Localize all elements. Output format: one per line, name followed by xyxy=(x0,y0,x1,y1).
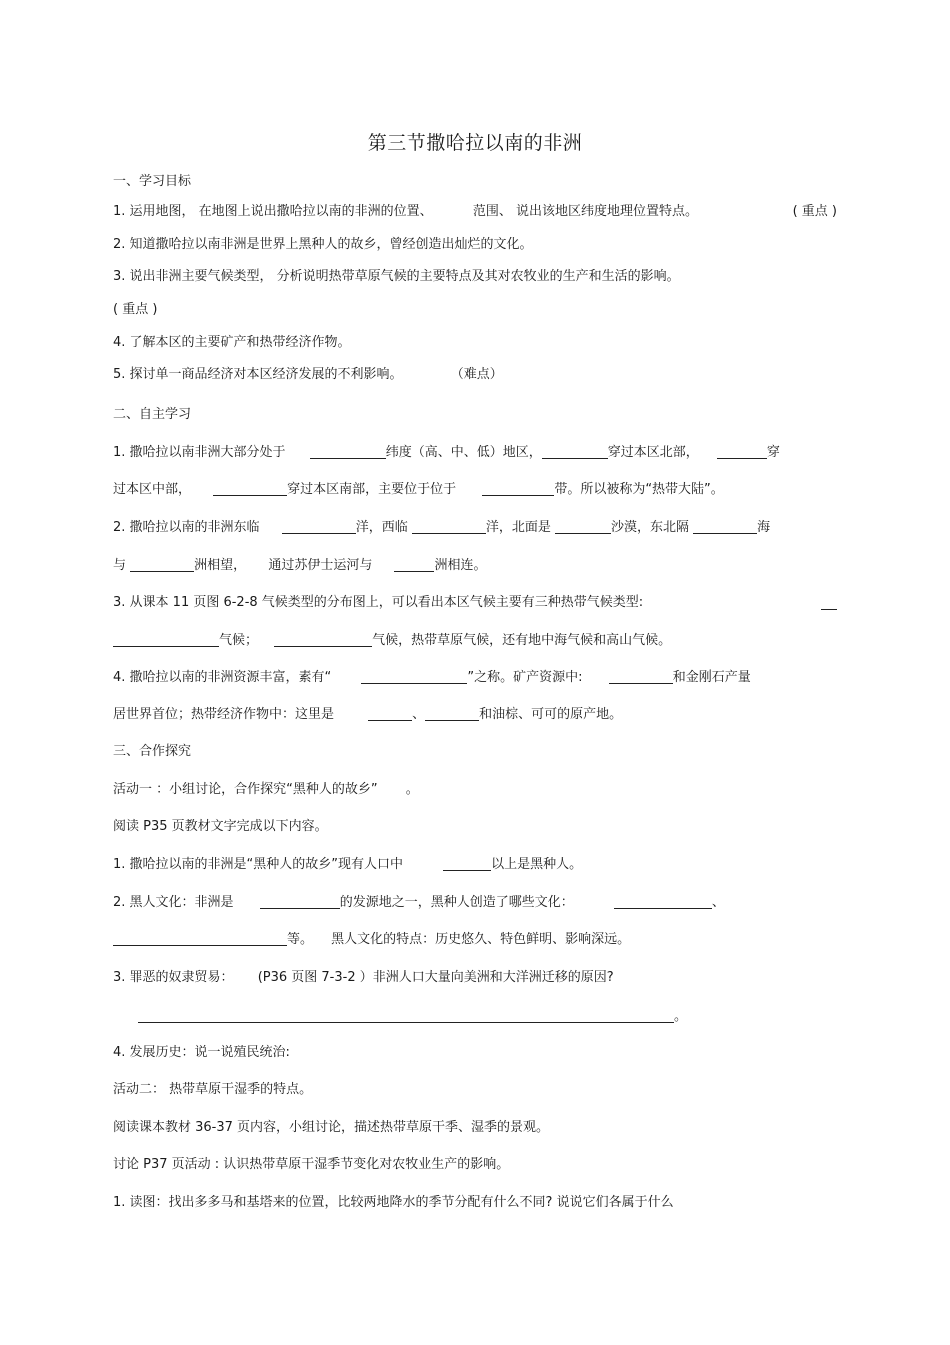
answer-blank[interactable] xyxy=(443,856,491,871)
answer-blank[interactable] xyxy=(310,444,386,459)
q2-text: 2. 撒哈拉以南的非洲东临 xyxy=(113,520,260,535)
q3-text: 气候； xyxy=(219,633,259,648)
objective-1-text: 1. 运用地图， 在地图上说出撒哈拉以南的非洲的位置、 xyxy=(113,204,433,219)
difficulty-tag: （难点） xyxy=(450,367,503,382)
activity-1-text: 。 xyxy=(405,782,419,797)
answer-blank[interactable] xyxy=(260,894,340,909)
q2-text: 洋，西临 xyxy=(355,520,408,535)
q4-text: 4. 撒哈拉以南的非洲资源丰富，素有“ xyxy=(113,670,332,685)
reading-instruction-2: 阅读课本教材 36-37 页内容，小组讨论，描述热带草原干季、湿季的景观。 xyxy=(113,1120,550,1135)
discussion-instruction: 讨论 P37 页活动 : 认识热带草原干湿季节变化对农牧业生产的影响。 xyxy=(113,1157,510,1172)
answer-blank[interactable] xyxy=(425,706,479,721)
question-1-cont xyxy=(113,481,724,499)
answer-blank[interactable] xyxy=(394,557,434,572)
q4-text: ”之称。矿产资源中: xyxy=(467,670,583,685)
question-2-cont xyxy=(113,557,486,575)
q1-text: 穿 xyxy=(766,445,780,460)
question-4-cont xyxy=(113,706,622,724)
coop-question-2 xyxy=(113,894,725,912)
c2-text: 2. 黑人文化：非洲是 xyxy=(113,895,234,910)
activity-1 xyxy=(113,781,419,799)
key-point-tag: ( 重点 ) xyxy=(113,302,158,317)
answer-blank[interactable] xyxy=(555,519,611,534)
question-4 xyxy=(113,669,837,687)
objective-4: 4. 了解本区的主要矿产和热带经济作物。 xyxy=(113,335,351,350)
q3-text: 气候，热带草原气候，还有地中海气候和高山气候。 xyxy=(372,633,672,648)
objective-5-text: 5. 探讨单一商品经济对本区经济发展的不利影响。 xyxy=(113,367,403,382)
answer-blank[interactable] xyxy=(482,481,554,496)
reading-instruction-1: 阅读 P35 页教材文字完成以下内容。 xyxy=(113,819,328,834)
answer-blank[interactable] xyxy=(614,894,712,909)
coop-question-3 xyxy=(113,969,614,987)
answer-blank[interactable] xyxy=(113,931,287,946)
q1-text: 带。所以被称为“热带大陆”。 xyxy=(554,482,724,497)
q1-text: 过本区中部， xyxy=(113,482,192,497)
q4-text: 和油棕、可可的原产地。 xyxy=(479,707,623,722)
section-heading-cooperation: 三、合作探究 xyxy=(113,744,192,759)
q2-text: 与 xyxy=(113,558,127,573)
question-3-cont xyxy=(113,632,671,650)
answer-blank[interactable] xyxy=(274,632,372,647)
q4-text: 、 xyxy=(412,707,426,722)
q2-text: 沙漠，东北隔 xyxy=(611,520,690,535)
coop-question-2-cont xyxy=(113,931,630,949)
coop-question-3-answer xyxy=(138,1008,687,1026)
c1-text: 以上是黑种人。 xyxy=(491,857,583,872)
answer-blank[interactable] xyxy=(693,519,757,534)
objective-1-text-cont: 范围、 说出该地区纬度地理位置特点。 xyxy=(472,204,698,219)
c3-end: 。 xyxy=(674,1009,688,1024)
c3-text: 3. 罪恶的奴隶贸易： xyxy=(113,970,234,985)
answer-blank[interactable] xyxy=(412,519,486,534)
question-2 xyxy=(113,519,837,537)
q3-text: 3. 从课本 11 页图 6-2-8 气候类型的分布图上，可以看出本区气候主要有三种热带气候类型: xyxy=(113,595,644,610)
answer-blank[interactable] xyxy=(821,595,837,610)
coop-question-4: 4. 发展历史：说一说殖民统治: xyxy=(113,1045,290,1060)
objective-3: 3. 说出非洲主要气候类型， 分析说明热带草原气候的主要特点及其对农牧业的生产和生活的影响。 xyxy=(113,269,680,284)
answer-blank[interactable] xyxy=(113,632,219,647)
q2-text: 洲相连。 xyxy=(434,558,487,573)
answer-blank[interactable] xyxy=(130,557,194,572)
question-3 xyxy=(113,594,837,612)
activity-1-text: 活动一 ：小组讨论，合作探究“黑种人的故乡” xyxy=(113,782,378,797)
answer-blank[interactable] xyxy=(368,706,412,721)
q4-text: 居世界首位；热带经济作物中：这里是 xyxy=(113,707,335,722)
key-point-tag: ( 重点 ) xyxy=(792,204,837,219)
page-title: 第三节撒哈拉以南的非洲 xyxy=(367,132,583,154)
c2-text: 黑人文化的特点：历史悠久、特色鲜明、影响深远。 xyxy=(331,932,631,947)
q2-text: 洋，北面是 xyxy=(485,520,551,535)
answer-blank[interactable] xyxy=(361,669,467,684)
q4-text: 和金刚石产量 xyxy=(672,670,751,685)
objective-2: 2. 知道撒哈拉以南非洲是世界上黑种人的故乡，曾经创造出灿烂的文化。 xyxy=(113,237,533,252)
q2-text: 洲相望， xyxy=(194,558,247,573)
q2-text: 海 xyxy=(757,520,771,535)
section-heading-objectives: 一、学习目标 xyxy=(113,174,192,189)
answer-blank[interactable] xyxy=(213,481,287,496)
answer-blank[interactable] xyxy=(282,519,356,534)
coop-question-1 xyxy=(113,856,582,874)
q1-text: 穿过本区南部，主要位于位于 xyxy=(287,482,457,497)
answer-blank[interactable] xyxy=(138,1008,674,1023)
c3-text: (P36 页图 7-3-2 ）非洲人口大量向美洲和大洋洲迁移的原因? xyxy=(257,970,614,985)
section-heading-self-study: 二、自主学习 xyxy=(113,407,192,422)
q1-text: 穿过本区北部， xyxy=(607,445,699,460)
q1-text: 1. 撒哈拉以南非洲大部分处于 xyxy=(113,445,286,460)
objective-1 xyxy=(113,203,837,221)
c2-text: 的发源地之一，黑种人创造了哪些文化： xyxy=(339,895,574,910)
answer-blank[interactable] xyxy=(542,444,608,459)
q2-text: 通过苏伊士运河与 xyxy=(268,558,373,573)
c2-text: 等。 xyxy=(287,932,314,947)
objective-5 xyxy=(113,366,503,384)
q1-text: 纬度（高、中、低）地区， xyxy=(385,445,542,460)
c1-text: 1. 撒哈拉以南的非洲是“黑种人的故乡”现有人口中 xyxy=(113,857,404,872)
reading-question-1: 1. 读图：找出多多马和基塔来的位置，比较两地降水的季节分配有什么不同? 说说它们各属于什么 xyxy=(113,1195,674,1210)
c2-text: 、 xyxy=(711,895,725,910)
activity-2: 活动二： 热带草原干湿季的特点。 xyxy=(113,1082,313,1097)
answer-blank[interactable] xyxy=(717,444,767,459)
question-1 xyxy=(113,444,837,462)
answer-blank[interactable] xyxy=(609,669,673,684)
